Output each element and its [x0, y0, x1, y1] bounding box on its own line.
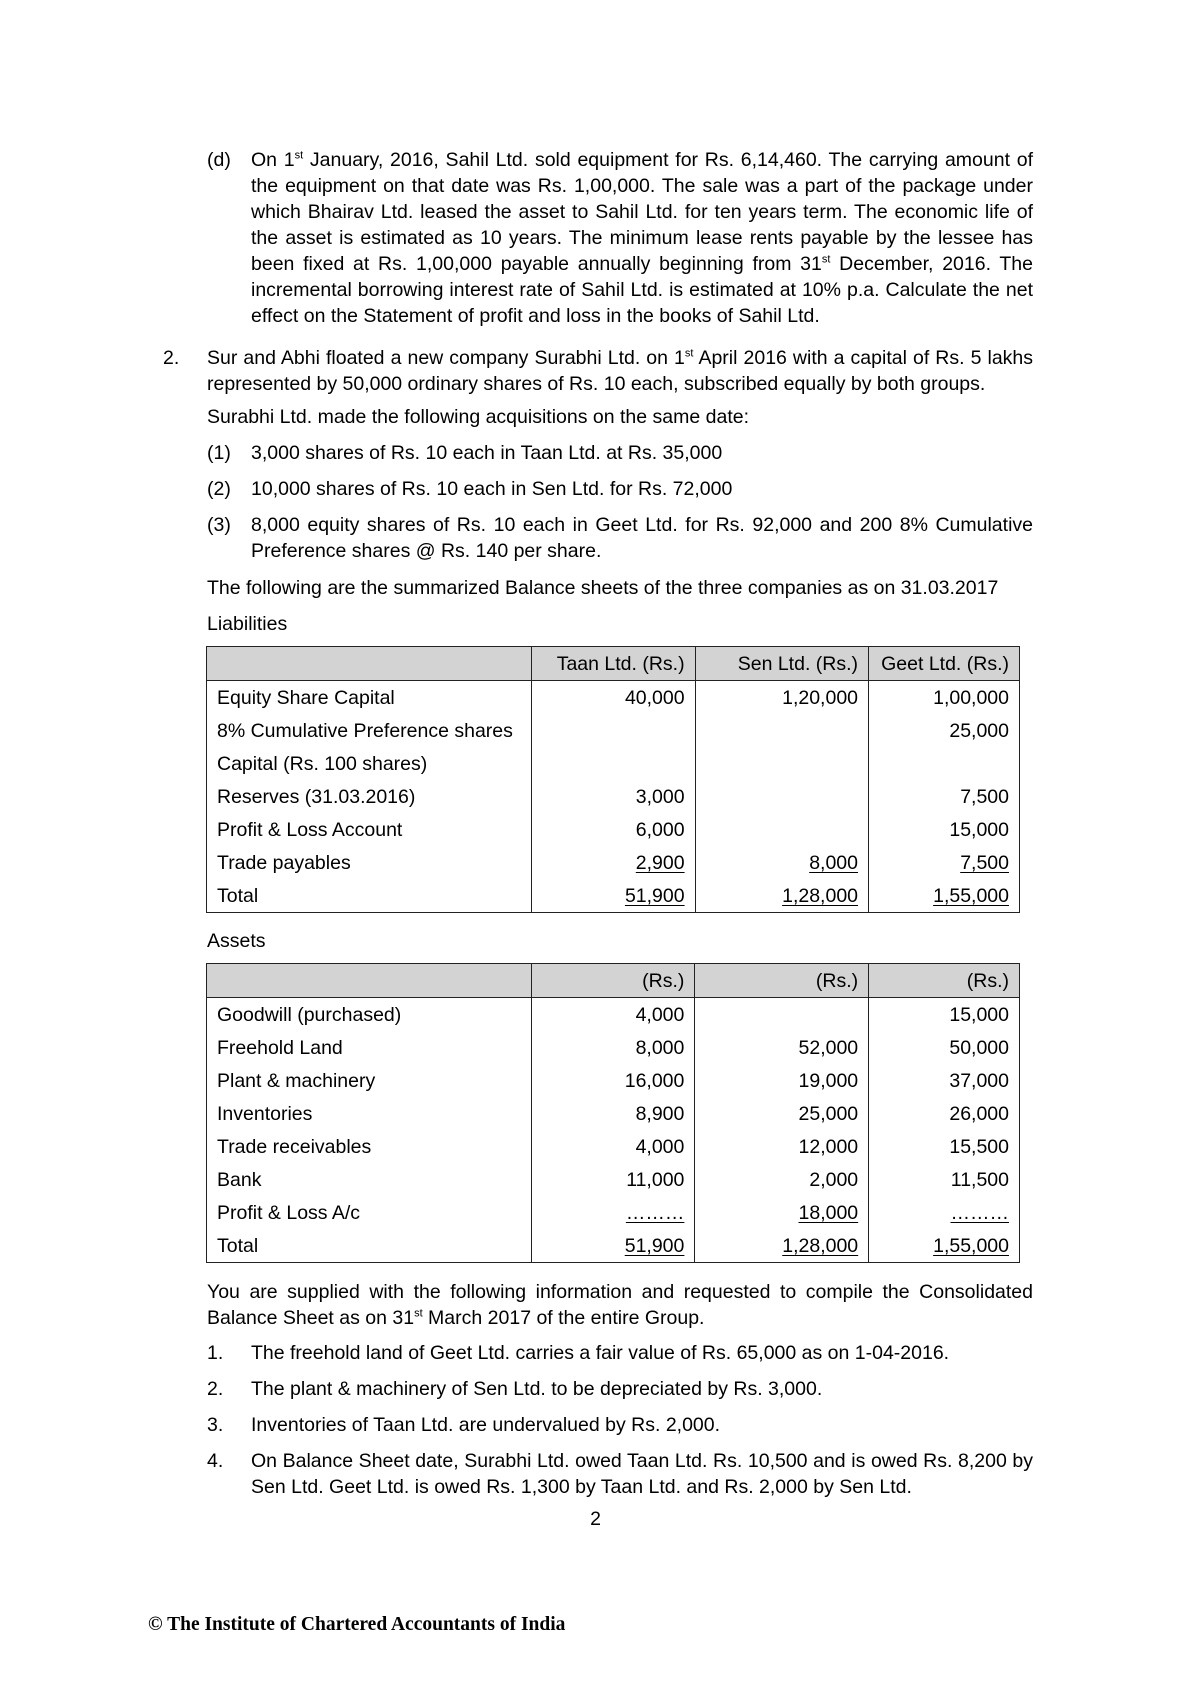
cell-value: 1,00,000 [869, 681, 1020, 715]
header-cell: Geet Ltd. (Rs.) [869, 647, 1020, 681]
table-header-row [207, 964, 1020, 998]
cell-value: 7,500 [960, 851, 1009, 874]
balance-sheet-intro: The following are the summarized Balance sheets of the three companies as on 31.03.2017 [207, 577, 999, 599]
cell-value: 15,000 [869, 813, 1020, 846]
row-label: Trade payables [207, 846, 532, 879]
row-label: Trade receivables [207, 1130, 532, 1163]
cell-value: 25,000 [695, 1097, 869, 1130]
table-row [207, 813, 1020, 846]
header-cell [207, 964, 532, 998]
acquisition-text: 10,000 shares of Rs. 10 each in Sen Ltd. for Rs. 72,000 [251, 478, 733, 500]
note-label: 2. [207, 1378, 224, 1400]
row-label: Reserves (31.03.2016) [207, 780, 532, 813]
table-total-row [207, 879, 1020, 913]
cell-value: ……… [625, 1201, 685, 1224]
row-label: Total [207, 879, 532, 913]
cell-value: 19,000 [695, 1064, 869, 1097]
question-intro: Sur and Abhi floated a new company Surabhi Ltd. on 1st April 2016 with a capital of Rs. 5 lakhs represented by 50,000 ordinary shares of Rs. 10 each, subscribed equally by both groups. [207, 347, 1034, 395]
header-cell: Taan Ltd. (Rs.) [531, 647, 695, 681]
cell-value [695, 780, 868, 813]
cell-value: 40,000 [531, 681, 695, 715]
acquisition-text: 3,000 shares of Rs. 10 each in Taan Ltd. at Rs. 35,000 [251, 442, 723, 464]
note-label: 4. [207, 1450, 224, 1472]
cell-value: 37,000 [869, 1064, 1020, 1097]
cell-value [695, 813, 868, 846]
table-row [207, 780, 1020, 813]
row-label: Bank [207, 1163, 532, 1196]
cell-value: ……… [950, 1201, 1009, 1224]
cell-value: 16,000 [531, 1064, 695, 1097]
note-text: On Balance Sheet date, Surabhi Ltd. owed Taan Ltd. Rs. 10,500 and is owed Rs. 8,200 by Sen Ltd. Geet Ltd. is owed Rs. 1,300 by Taan Ltd. and Rs. 2,000 by Sen Ltd. [251, 1450, 1033, 1498]
row-label: Equity Share Capital [207, 681, 532, 715]
total-value: 1,28,000 [782, 884, 859, 907]
cell-value: 8,000 [531, 1031, 695, 1064]
table-row [207, 1130, 1020, 1163]
liabilities-table [206, 646, 1020, 913]
row-label: 8% Cumulative Preference shares [207, 714, 532, 747]
row-label: Total [207, 1229, 532, 1263]
cell-value [695, 714, 868, 747]
total-value: 51,900 [624, 884, 685, 907]
note-label: 3. [207, 1414, 224, 1436]
info-paragraph: You are supplied with the following information and requested to compile the Consolidated Balance Sheet as on 31st March 2017 of the entire Group. [207, 1281, 1033, 1329]
note-label: 1. [207, 1342, 224, 1364]
cell-value: 11,500 [869, 1163, 1020, 1196]
cell-value: 52,000 [695, 1031, 869, 1064]
cell-value: 3,000 [531, 780, 695, 813]
table-row [207, 714, 1020, 747]
header-cell: (Rs.) [869, 964, 1020, 998]
cell-value: 12,000 [695, 1130, 869, 1163]
acquisition-label: (3) [207, 514, 231, 536]
item-d-text: On 1st January, 2016, Sahil Ltd. sold equipment for Rs. 6,14,460. The carrying amount of the equipment on that date was Rs. 1,00,000. The sale was a part of the package under which Bhairav Ltd. leased the asset to Sahil Ltd. for ten years term. The economic life of the asset is estimated as 10 years. The minimum lease rents payable by the lessee has been fixed at Rs. 1,00,000 payable annually beginning from 31st December, 2016. The incremental borrowing interest rate of Sahil Ltd. is estimated at 10% p.a. Calculate the net effect on the Statement of profit and loss in the books of Sahil Ltd. [251, 149, 1033, 327]
row-label: Freehold Land [207, 1031, 532, 1064]
note-text: Inventories of Taan Ltd. are undervalued by Rs. 2,000. [251, 1414, 721, 1436]
table-row [207, 1031, 1020, 1064]
total-value: 1,55,000 [933, 1234, 1009, 1257]
cell-value: 6,000 [531, 813, 695, 846]
cell-value: 11,000 [531, 1163, 695, 1196]
cell-value: 2,000 [695, 1163, 869, 1196]
acquisition-text: 8,000 equity shares of Rs. 10 each in Geet Ltd. for Rs. 92,000 and 200 8% Cumulative Preference shares @ Rs. 140 per share. [251, 514, 1033, 562]
cell-value [869, 747, 1020, 780]
table-row [207, 1163, 1020, 1196]
row-label: Capital (Rs. 100 shares) [207, 747, 532, 780]
question-number: 2. [163, 347, 180, 369]
liabilities-heading: Liabilities [207, 613, 288, 635]
row-label: Profit & Loss A/c [207, 1196, 532, 1229]
cell-value [531, 714, 695, 747]
row-label: Plant & machinery [207, 1064, 532, 1097]
acquisitions-intro: Surabhi Ltd. made the following acquisitions on the same date: [207, 406, 750, 428]
header-cell: Sen Ltd. (Rs.) [695, 647, 868, 681]
total-value: 51,900 [624, 1234, 685, 1257]
cell-value: 1,20,000 [695, 681, 868, 715]
cell-value: 2,900 [635, 851, 685, 874]
table-row [207, 1064, 1020, 1097]
header-cell: (Rs.) [531, 964, 695, 998]
table-row [207, 846, 1020, 879]
page-number: 2 [590, 1508, 601, 1530]
table-row [207, 1097, 1020, 1130]
header-cell [207, 647, 532, 681]
footer-copyright: © The Institute of Chartered Accountants of India [148, 1614, 566, 1635]
cell-value: 25,000 [869, 714, 1020, 747]
cell-value: 26,000 [869, 1097, 1020, 1130]
note-text: The plant & machinery of Sen Ltd. to be depreciated by Rs. 3,000. [251, 1378, 823, 1400]
header-cell: (Rs.) [695, 964, 869, 998]
table-row [207, 747, 1020, 780]
cell-value: 18,000 [798, 1201, 859, 1224]
cell-value [695, 998, 869, 1032]
cell-value: 50,000 [869, 1031, 1020, 1064]
cell-value: 4,000 [531, 1130, 695, 1163]
acquisition-label: (1) [207, 442, 231, 464]
table-total-row [207, 1229, 1020, 1263]
note-text: The freehold land of Geet Ltd. carries a fair value of Rs. 65,000 as on 1-04-2016. [251, 1342, 950, 1364]
cell-value [531, 747, 695, 780]
total-value: 1,28,000 [782, 1234, 859, 1257]
assets-heading: Assets [207, 930, 266, 952]
cell-value: 4,000 [531, 998, 695, 1032]
row-label: Goodwill (purchased) [207, 998, 532, 1032]
row-label: Profit & Loss Account [207, 813, 532, 846]
table-row [207, 1196, 1020, 1229]
cell-value: 7,500 [869, 780, 1020, 813]
cell-value: 15,000 [869, 998, 1020, 1032]
table-header-row [207, 647, 1020, 681]
cell-value: 8,900 [531, 1097, 695, 1130]
item-d-label: (d) [207, 149, 231, 171]
cell-value: 15,500 [869, 1130, 1020, 1163]
table-row [207, 681, 1020, 715]
total-value: 1,55,000 [933, 884, 1009, 907]
assets-table [206, 963, 1020, 1263]
cell-value [695, 747, 868, 780]
acquisition-label: (2) [207, 478, 231, 500]
cell-value: 8,000 [809, 851, 859, 874]
row-label: Inventories [207, 1097, 532, 1130]
table-row [207, 998, 1020, 1032]
